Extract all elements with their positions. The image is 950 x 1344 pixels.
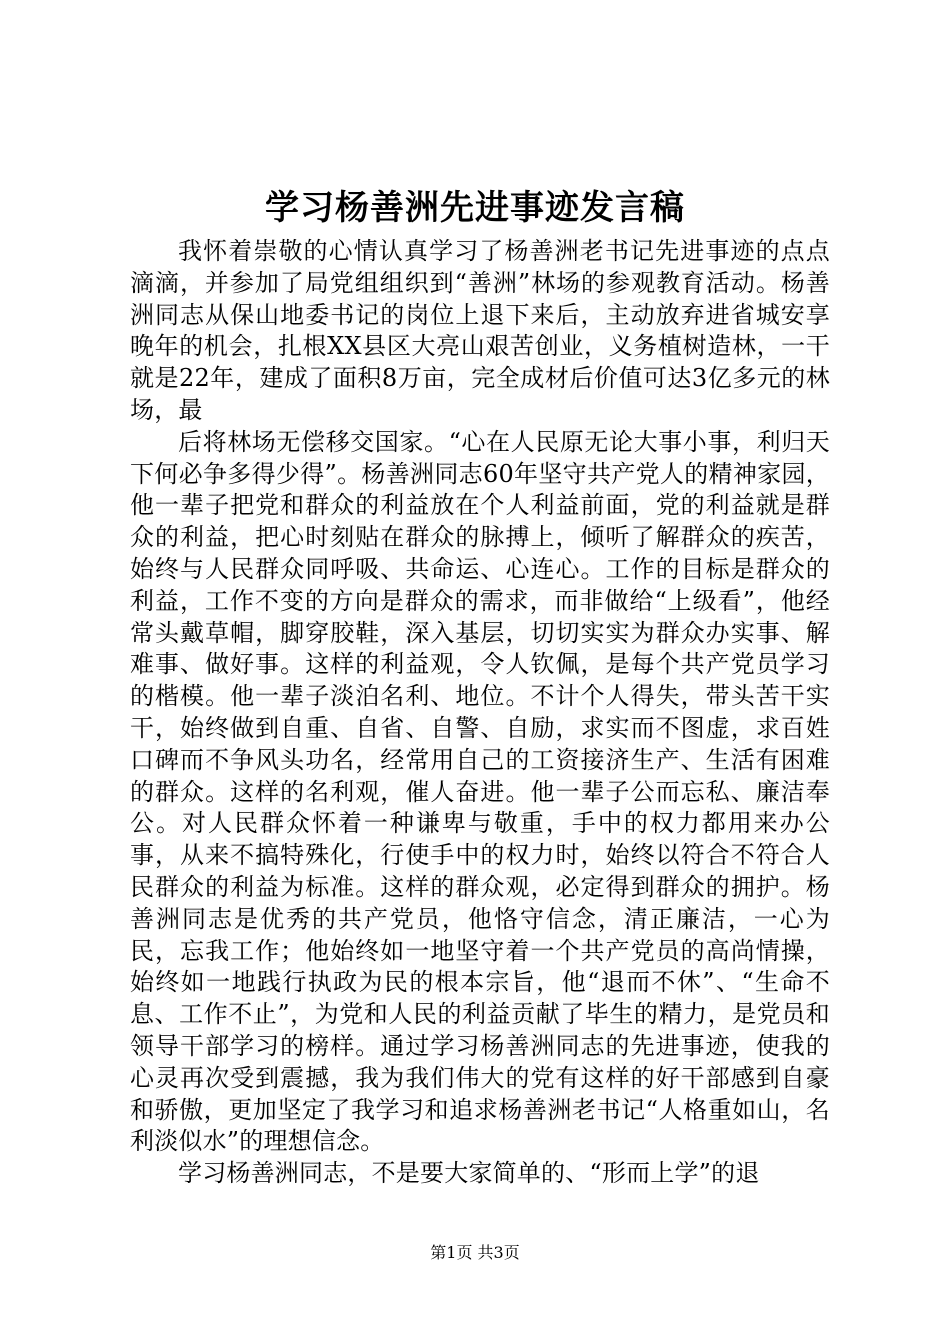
page-footer: 第1页 共3页 <box>430 1243 520 1262</box>
paragraph-3: 学习杨善洲同志，不是要大家简单的、“形而上学”的退 <box>178 1159 760 1188</box>
document-title: 学习杨善洲先进事迹发言稿 <box>265 188 685 228</box>
document-body <box>130 236 830 1190</box>
paragraph-2: 后将林场无偿移交国家。“心在人民原无论大事小事，利归天下何必争多得少得”。杨善洲同志60年坚守共产党人的精神家园，他一辈子把党和群众的利益放在个人利益前面，党的利益就是群众的利益，把心时刻贴在群众的脉搏上，倾听了解群众的疾苦，始终与人民群众同呼吸、共命运、心连心。工作的目标是群众的利益，工作不变的方向是群众的需求，而非做给“上级看”，他经常头戴草帽，脚穿胶鞋，深入基层，切切实实为群众办实事、解难事、做好事。这样的利益观，令人钦佩，是每个共产党员学习的楷模。他一辈子淡泊名利、地位。不计个人得失，带头苦干实干，始终做到自重、自省、自警、自励，求实而不图虚，求百姓口碑而不争风头功名，经常用自己的工资接济生产、生活有困难的群众。这样的名利观，催人奋进。他一辈子公而忘私、廉洁奉公。对人民群众怀着一种谦卑与敬重，手中的权力都用来办公事，从来不搞特殊化，行使手中的权力时，始终以符合不符合人民群众的利益为标准。这样的群众观，必定得到群众的拥护。杨善洲同志是优秀的共产党员，他恪守信念，清正廉洁，一心为民，忘我工作；他始终如一地坚守着一个共产党员的高尚情操，始终如一地践行执政为民的根本宗旨，他“退而不休”、“生命不息、工作不止”，为党和人民的利益贡献了毕生的精力，是党员和领导干部学习的榜样。通过学习杨善洲同志的先进事迹，使我的心灵再次受到震撼，我为我们伟大的党有这样的好干部感到自豪和骄傲，更加坚定了我学习和追求杨善洲老书记“人格重如山，名利淡似水”的理想信念。 <box>130 427 830 1156</box>
paragraph-1: 我怀着崇敬的心情认真学习了杨善洲老书记先进事迹的点点滴滴，并参加了局党组组织到“善洲”林场的参观教育活动。杨善洲同志从保山地委书记的岗位上退下来后，主动放弃进省城安享晚年的机会，扎根XX县区大亮山艰苦创业，义务植树造林，一干就是22年，建成了面积8万亩，完全成材后价值可达3亿多元的林场，最 <box>130 237 830 424</box>
